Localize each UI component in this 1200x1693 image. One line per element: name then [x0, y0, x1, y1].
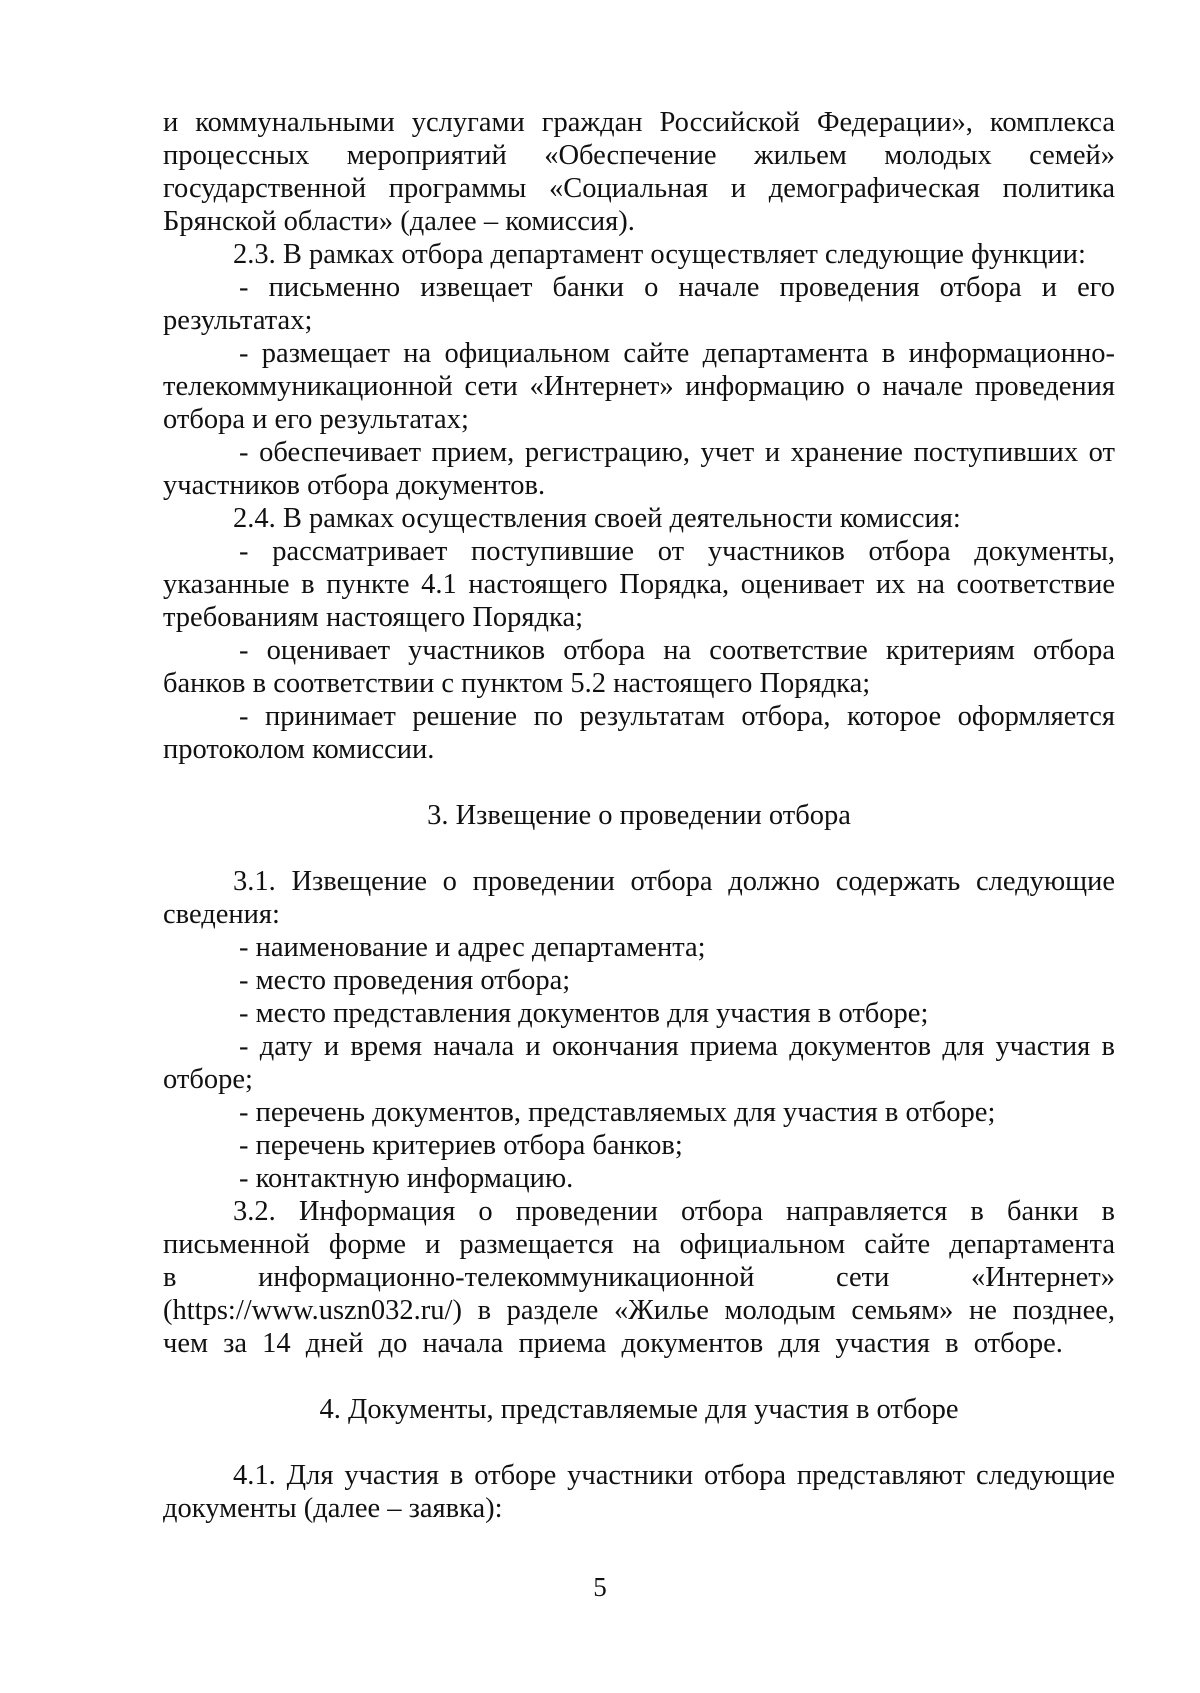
- list-item-notify-banks: - письменно извещает банки о начале проведения отбора и его результатах;: [163, 272, 1115, 336]
- section-heading-3: 3. Извещение о проведении отбора: [427, 800, 851, 831]
- paragraph-4-1: 4.1. Для участия в отборе участники отбора представляют следующие документы (далее – заявка):: [163, 1460, 1115, 1524]
- paragraph-2-3: 2.3. В рамках отбора департамент осуществляет следующие функции:: [233, 239, 1086, 270]
- paragraph-2-4: 2.4. В рамках осуществления своей деятельности комиссия:: [233, 503, 961, 534]
- list-item-document-list: - перечень документов, представляемых для участия в отборе;: [239, 1097, 996, 1128]
- list-item-dates: - дату и время начала и окончания приема документов для участия в отборе;: [163, 1031, 1115, 1095]
- list-item-review-documents: - рассматривает поступившие от участников отбора документы, указанные в пункте 4.1 настоящего Порядка, оценивает их на соответствие требованиям настоящего Порядка;: [163, 536, 1115, 633]
- list-item-document-intake: - обеспечивает прием, регистрацию, учет и хранение поступивших от участников отбора документов.: [163, 437, 1115, 501]
- list-item-selection-place: - место проведения отбора;: [239, 965, 571, 996]
- list-item-contacts: - контактную информацию.: [239, 1163, 574, 1194]
- document-body: [163, 106, 1115, 1525]
- paragraph-3-2: 3.2. Информация о проведении отбора направляется в банки в письменной форме и размещается на официальном сайте департамента в информационно-телекоммуникационной сети «Интернет» (https://www.uszn032.ru/) в разделе «Жилье молодым семьям» не позднее, чем за 14 дней до начала приема документов для участия в отборе.: [163, 1196, 1115, 1359]
- list-item-criteria: - перечень критериев отбора банков;: [239, 1130, 683, 1161]
- section-heading-4: 4. Документы, представляемые для участия в отборе: [319, 1394, 959, 1425]
- list-item-decision: - принимает решение по результатам отбора, которое оформляется протоколом комиссии.: [163, 701, 1115, 765]
- list-item-department-name: - наименование и адрес департамента;: [239, 932, 706, 963]
- list-item-evaluate-participants: - оценивает участников отбора на соответствие критериям отбора банков в соответствии с пунктом 5.2 настоящего Порядка;: [163, 635, 1115, 699]
- list-item-submission-place: - место представления документов для участия в отборе;: [239, 998, 929, 1029]
- paragraph-3-1: 3.1. Извещение о проведении отбора должно содержать следующие сведения:: [163, 866, 1115, 930]
- page-number: 5: [593, 1572, 607, 1602]
- list-item-publish-website: - размещает на официальном сайте департамента в информационно-телекоммуникационной сети «Интернет» информацию о начале проведения отбора и его результатах;: [163, 338, 1115, 435]
- paragraph-commission-continuation: и коммунальными услугами граждан Российской Федерации», комплекса процессных мероприятий «Обеспечение жильем молодых семей» государственной программы «Социальная и демографическая политика Брянской области» (далее – комиссия).: [163, 107, 1115, 237]
